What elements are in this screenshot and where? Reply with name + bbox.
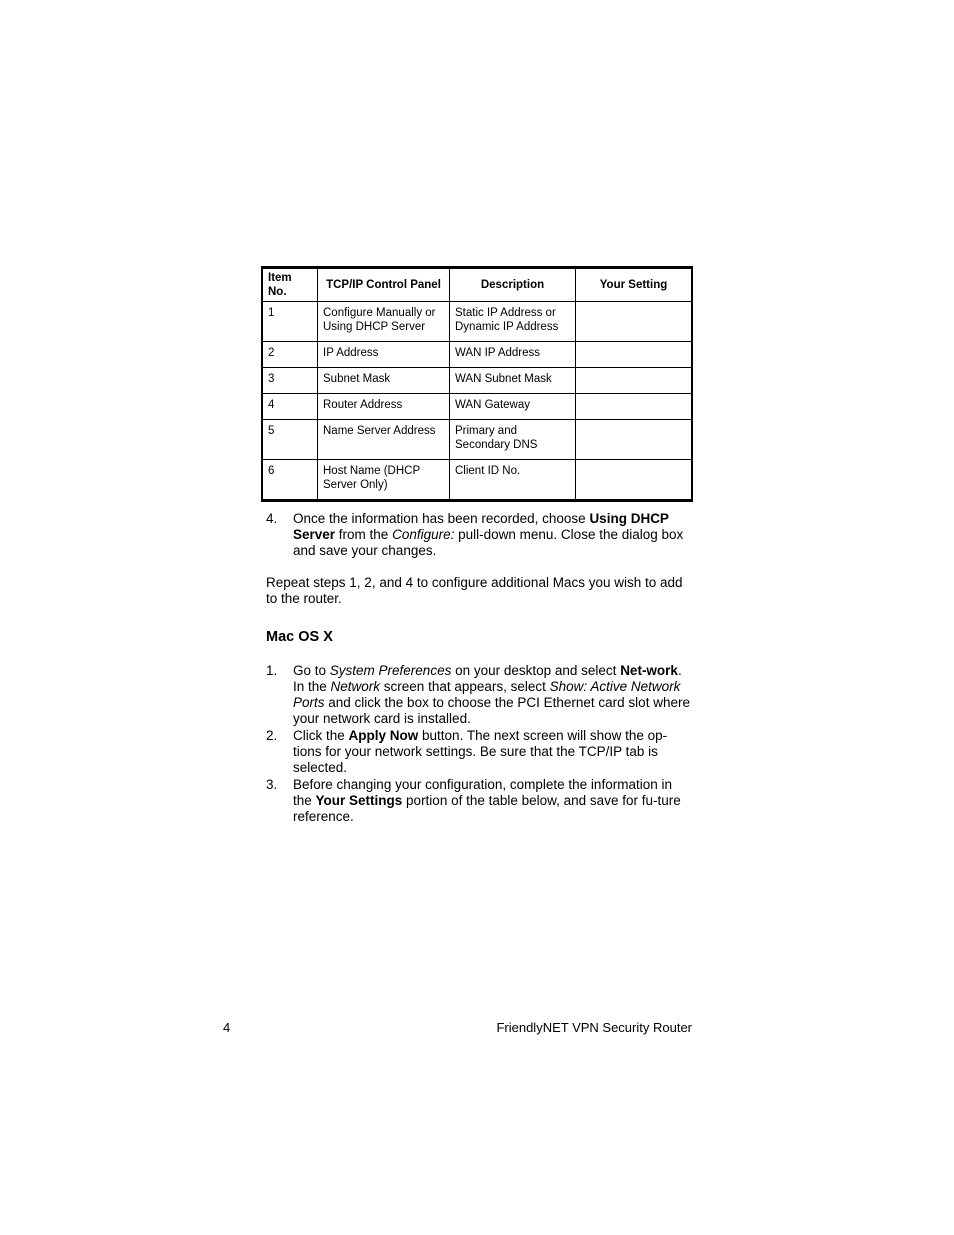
table-row — [262, 302, 692, 342]
step-text: button. The next screen will show the op-tions for your network settings. Be sure that the TCP/IP tab is selected. — [293, 728, 668, 775]
step-bold-text: Using DHCP Server — [293, 511, 669, 542]
cell-item-no: 3 — [262, 368, 318, 394]
step-italic-text: Network — [330, 679, 381, 694]
page-number: 4 — [223, 1020, 231, 1035]
cell-panel: Host Name (DHCP Server Only) — [318, 460, 450, 501]
cell-description: WAN Gateway — [450, 394, 576, 420]
step-text: . In the — [293, 663, 682, 694]
cell-panel: Subnet Mask — [318, 368, 450, 394]
step-text: Before changing your configuration, complete the information in the — [293, 777, 672, 808]
table-row — [262, 342, 692, 368]
step-text: on your desktop and select — [451, 663, 621, 678]
cell-description: Primary and Secondary DNS — [450, 420, 576, 460]
cell-your-setting — [576, 302, 693, 342]
step-bold-text: Your Settings — [315, 793, 403, 808]
cell-panel: Name Server Address — [318, 420, 450, 460]
step-text: Click the — [293, 728, 349, 743]
step-text: from the — [335, 527, 393, 542]
cell-description: WAN IP Address — [450, 342, 576, 368]
list-item — [266, 663, 690, 727]
step-text: and click the box to choose the PCI Ethernet card slot where your network card is installed. — [293, 695, 690, 726]
repeat-paragraph: Repeat steps 1, 2, and 4 to configure additional Macs you wish to add to the router. — [266, 575, 683, 606]
table-row — [262, 368, 692, 394]
macos-steps-list — [266, 663, 690, 825]
cell-your-setting — [576, 368, 693, 394]
step-number: 4. — [266, 511, 278, 526]
step-bold-text: Net-work — [620, 663, 678, 678]
footer-title: FriendlyNET VPN Security Router — [496, 1020, 692, 1035]
step-italic-text: Configure: — [392, 527, 455, 542]
table-row — [262, 420, 692, 460]
cell-item-no: 1 — [262, 302, 318, 342]
list-item — [266, 511, 690, 559]
list-item — [266, 728, 690, 776]
cell-your-setting — [576, 394, 693, 420]
cell-your-setting — [576, 460, 693, 501]
header-tcpip-control-panel: TCP/IP Control Panel — [318, 268, 450, 302]
step-text: portion of the table below, and save for fu-ture reference. — [293, 793, 681, 824]
step-number: 1. — [266, 663, 278, 678]
cell-item-no: 5 — [262, 420, 318, 460]
step-italic-text: Show: Active Network Ports — [293, 679, 681, 710]
list-item — [266, 777, 690, 825]
table-header-row — [262, 268, 692, 302]
section-heading: Mac OS X — [266, 629, 333, 645]
step-text: Go to — [293, 663, 330, 678]
step-bold-text: Apply Now — [348, 728, 419, 743]
cell-description: WAN Subnet Mask — [450, 368, 576, 394]
step-italic-text: System Preferences — [329, 663, 452, 678]
cell-item-no: 2 — [262, 342, 318, 368]
cell-panel: Router Address — [318, 394, 450, 420]
cell-item-no: 4 — [262, 394, 318, 420]
step-number: 2. — [266, 728, 278, 743]
cell-description: Client ID No. — [450, 460, 576, 501]
step-text: pull-down menu. Close the dialog box and save your changes. — [293, 527, 684, 558]
cell-panel: IP Address — [318, 342, 450, 368]
step-text: screen that appears, select — [380, 679, 550, 694]
step-4 — [266, 511, 690, 559]
cell-your-setting — [576, 420, 693, 460]
cell-description: Static IP Address or Dynamic IP Address — [450, 302, 576, 342]
tcpip-settings-table — [261, 266, 693, 502]
header-description: Description — [450, 268, 576, 302]
table-row — [262, 394, 692, 420]
cell-your-setting — [576, 342, 693, 368]
cell-panel: Configure Manually or Using DHCP Server — [318, 302, 450, 342]
header-item-no: Item No. — [262, 268, 318, 302]
header-your-setting: Your Setting — [576, 268, 693, 302]
cell-item-no: 6 — [262, 460, 318, 501]
step-text: Once the information has been recorded, choose — [293, 511, 590, 526]
step-number: 3. — [266, 777, 278, 792]
table-row — [262, 460, 692, 501]
